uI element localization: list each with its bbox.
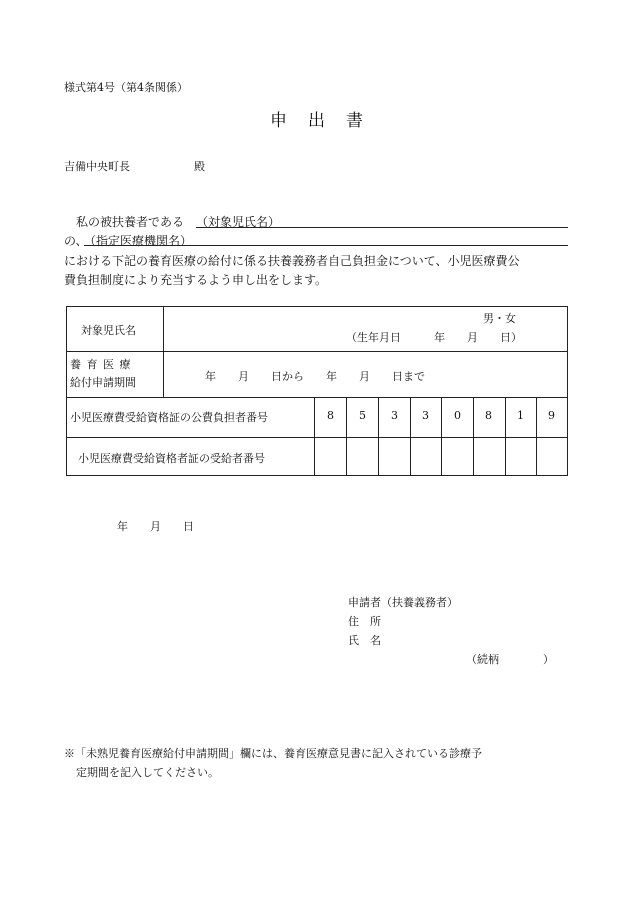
addressee-honorific: 殿 <box>194 160 205 173</box>
applicant-address-label: 住 所 <box>348 615 381 628</box>
public-payer-digit: 3 <box>422 409 429 422</box>
public-payer-digit: 3 <box>391 409 398 422</box>
public-payer-digit: 9 <box>548 409 555 422</box>
body-line1-field: （対象児氏名） <box>196 215 281 229</box>
table-rule <box>163 306 164 397</box>
public-payer-label: 小児医療費受給資格証の公費負担者番号 <box>70 411 268 424</box>
table-rule <box>66 397 568 398</box>
underline-child-name <box>196 227 568 228</box>
body-line2-prefix: の、 <box>64 234 88 248</box>
form-number: 様式第4号（第4条関係） <box>64 81 188 94</box>
public-payer-digit: 5 <box>359 409 366 422</box>
body-line3: における下記の養育医療の給付に係る扶養義務者自己負担金について、小児医療費公 <box>64 254 520 268</box>
underline-institution <box>84 245 568 246</box>
applicant-heading: 申請者（扶養義務者） <box>348 596 458 609</box>
period-field[interactable]: 年 月 日から 年 月 日まで <box>205 370 425 383</box>
period-label-1: 養 育 医 療 <box>70 358 132 371</box>
note-line1: ※「未熟児養育医療給付申請期間」欄には、養育医療意見書に記入されている診療予 <box>64 747 482 760</box>
gender-field[interactable]: 男・女 <box>483 312 516 325</box>
birthdate-field[interactable]: （生年月日 年 月 日） <box>346 331 522 344</box>
public-payer-digit: 8 <box>327 409 334 422</box>
child-name-label: 対象児氏名 <box>81 324 136 337</box>
public-payer-digit: 1 <box>517 409 524 422</box>
body-line4: 費負担制度により充当するよう申し出をします。 <box>64 273 328 287</box>
submission-date[interactable]: 年 月 日 <box>117 520 194 533</box>
applicant-relationship: （続柄 ） <box>466 653 554 666</box>
public-payer-digit: 0 <box>454 409 461 422</box>
page-title: 申 出 書 <box>270 111 365 131</box>
addressee: 吉備中央町長 <box>64 160 130 173</box>
applicant-name-label: 氏 名 <box>348 634 381 647</box>
public-payer-digit: 8 <box>485 409 492 422</box>
table-rule <box>66 437 568 438</box>
recipient-label: 小児医療費受給資格者証の受給者番号 <box>78 452 265 465</box>
note-line2: 定期間を記入してください。 <box>76 766 219 779</box>
body-line2-field: （指定医療機関名） <box>84 234 193 248</box>
period-label-2: 給付申請期間 <box>70 376 136 389</box>
body-line1-prefix: 私の被扶養者である <box>76 215 185 229</box>
table-rule <box>66 351 568 352</box>
